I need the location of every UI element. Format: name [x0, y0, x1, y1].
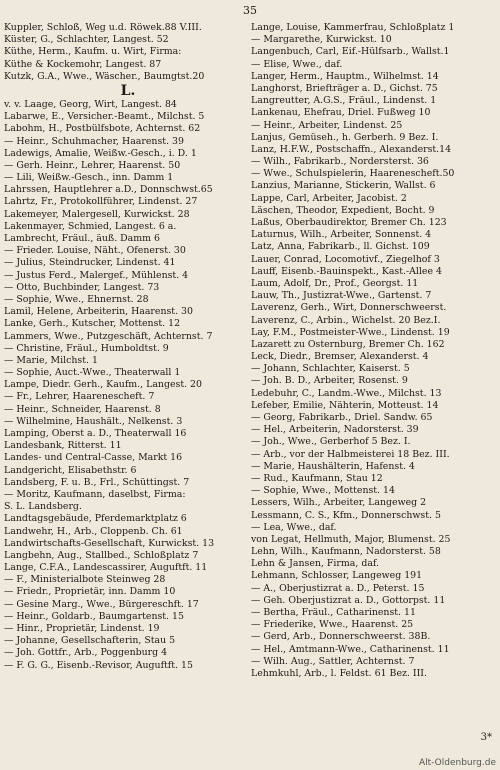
directory-entry: Landsberg, F. u. B., Frl., Schüttingst. 7: [4, 476, 190, 488]
directory-entry: Lessmann, C. S., Kfm., Donnerschwst. 5: [251, 509, 441, 521]
directory-entry: Langenbuch, Carl, Eif.-Hülfsarb., Wallst.1: [251, 46, 450, 58]
directory-entry: — Heinr., Arbeiter, Lindenst. 25: [251, 119, 403, 131]
directory-entry: Lampe, Diedr. Gerh., Kaufm., Langest. 20: [4, 379, 202, 391]
directory-entry: Lanzius, Marianne, Stickerin, Wallst. 6: [251, 180, 436, 192]
directory-entry: — Christine, Fräul., Humboldtst. 9: [4, 342, 169, 354]
directory-entry: Küster, G., Schlachter, Langest. 52: [4, 34, 169, 46]
directory-entry: Labohm, H., Postbülfsbote, Achternst. 62: [4, 123, 201, 135]
directory-entry: Lehn & Jansen, Firma, daf.: [251, 558, 380, 570]
directory-entry: S. L. Landsberg.: [4, 501, 82, 513]
directory-entry: Kuppler, Schloß, Weg u.d. Röwek.88 V.III.: [4, 22, 202, 33]
directory-entry: Lakemeyer, Malergesell, Kurwickst. 28: [4, 208, 190, 220]
directory-entry: — Johann, Schlachter, Kaiserst. 5: [251, 363, 410, 375]
directory-entry: — Lili, Weißw.-Gesch., inn. Damm 1: [4, 172, 174, 184]
signature-mark: 3*: [480, 732, 492, 743]
directory-entry: Lessers, Wilh., Arbeiter, Langeweg 2: [251, 497, 427, 509]
directory-entry: — Gesine Marg., Wwe., Bürgereschft. 17: [4, 598, 199, 610]
directory-entry: — Hel., Arbeiterin, Nadorsterst. 39: [251, 424, 419, 436]
directory-entry: — Johanne, Gesellschafterin, Stau 5: [4, 635, 176, 647]
directory-entry: Lange, C.F.A., Landescassirer, Auguftft. 11: [4, 562, 208, 574]
directory-entry: — Joh. B. D., Arbeiter, Rosenst. 9: [251, 375, 408, 387]
directory-entry: Langreutter, A.G.S., Fräul., Lindenst. 1: [251, 95, 437, 107]
directory-entry: Latz, Anna, Fabrikarb., ll. Gichst. 109: [251, 241, 430, 253]
directory-entry: — Justus Ferd., Malergef., Mühlenst. 4: [4, 269, 189, 281]
directory-entry: — Elise, Wwe., daf.: [251, 58, 343, 70]
directory-entry: — Georg, Fabrikarb., Driel. Sandw. 65: [251, 412, 433, 423]
directory-entry: — Wwe., Schulspielerin, Haarenescheft.50: [251, 168, 455, 180]
directory-entry: Langbehn, Aug., Stallbed., Schloßplatz 7: [4, 549, 199, 561]
directory-entry: Lamping, Oberst a. D., Theaterwall 16: [4, 428, 187, 439]
directory-entry: Laßus, Oberbaudirektor, Bremer Ch. 123: [251, 217, 447, 228]
directory-entry: — Gerd, Arb., Donnerschweerst. 38B.: [251, 631, 431, 643]
directory-entry: — Joh. Gottfr., Arb., Poggenburg 4: [4, 647, 168, 659]
directory-entry: Landes- und Central-Casse, Markt 16: [4, 452, 183, 464]
directory-entry: Langhorst, Briefträger a. D., Gichst. 75: [251, 82, 438, 94]
directory-entry: Lammers, Wwe., Putzgeschäft, Achternst. 7: [4, 330, 213, 342]
directory-entry: — F., Ministerialbote Steinweg 28: [4, 574, 166, 586]
directory-entry: — Heinr., Schneider, Haarenst. 8: [4, 403, 161, 415]
directory-entry: Lauff, Eisenb.-Bauinspekt., Kast.-Allee 4: [251, 265, 442, 277]
directory-entry: — Marie, Haushälterin, Hafenst. 4: [251, 460, 415, 472]
directory-entry: — Sophie, Wwe., Mottenst. 14: [251, 485, 395, 497]
directory-entry: — Rud., Kaufmann, Stau 12: [251, 472, 383, 484]
directory-entry: Landwehr, H., Arb., Cloppenb. Ch. 61: [4, 525, 183, 537]
directory-entry: Küthe, Herm., Kaufm. u. Wirt, Firma:: [4, 46, 182, 58]
directory-entry: Lakenmayer, Schmied, Langest. 6 a.: [4, 220, 177, 232]
directory-entry: — Bertha, Fräul., Catharinenst. 11: [251, 607, 416, 618]
directory-entry: — Moritz, Kaufmann, daselbst, Firma:: [4, 488, 186, 500]
directory-entry: — Friederike, Wwe., Haarenst. 25: [251, 619, 414, 631]
watermark: Alt-Oldenburg.de: [418, 758, 496, 768]
directory-entry: — Gerh. Heinr., Lehrer, Haarenst. 50: [4, 159, 181, 171]
directory-entry: Laum, Adolf, Dr., Prof., Georgst. 11: [251, 277, 419, 289]
directory-entry: Lanke, Gerh., Kutscher, Mottenst. 12: [4, 318, 181, 330]
directory-entry: — Wilh., Fabrikarb., Nordersterst. 36: [251, 156, 429, 168]
directory-entry: — Heinr., Schuhmacher, Haarenst. 39: [4, 135, 184, 147]
directory-entry: — F. G. G., Eisenb.-Revisor, Auguftft. 15: [4, 659, 193, 671]
directory-entry: Langer, Herm., Hauptm., Wilhelmst. 14: [251, 70, 439, 82]
directory-entry: — Joh., Wwe., Gerberhof 5 Bez. I.: [251, 436, 411, 448]
directory-entry: Lahrtz, Fr., Protokollführer, Lindenst. 27: [4, 196, 198, 208]
directory-entry: Läschen, Theodor, Expedient, Bocht. 9: [251, 204, 435, 216]
page-number: 35: [243, 4, 257, 17]
directory-entry: Lehmann, Schlosser, Langeweg 191: [251, 570, 423, 582]
directory-entry: Landesbank, Ritterst. 11: [4, 440, 122, 452]
directory-entry: Lanz, H.F.W., Postschaffn., Alexanderst.14: [251, 143, 452, 155]
directory-entry: — Lea, Wwe., daf.: [251, 521, 337, 533]
directory-entry: — Frieder. Louise, Näht., Ofenerst. 30: [4, 245, 186, 257]
directory-entry: Lahrssen, Hauptlehrer a.D., Donnschwst.65: [4, 184, 213, 196]
directory-entry: — Julius, Steindrucker, Lindenst. 41: [4, 257, 176, 269]
directory-entry: — Wilhelmine, Haushält., Nelkenst. 3: [4, 415, 183, 427]
directory-entry: Lamil, Helene, Arbeiterin, Haarenst. 30: [4, 306, 193, 318]
right-column: [251, 22, 499, 680]
directory-entry: Laverenz, Gerh., Wirt, Donnerschweerst.: [251, 302, 447, 314]
directory-entry: Lauw, Th., Justizrat-Wwe., Gartenst. 7: [251, 290, 432, 302]
directory-entry: Lankenau, Ehefrau, Driel. Fußweg 10: [251, 107, 431, 119]
directory-entry: — A., Oberjustizrat a. D., Peterst. 15: [251, 582, 425, 594]
directory-entry: Lauer, Conrad, Locomotivf., Ziegelhof 3: [251, 253, 440, 265]
directory-entry: Lefeber, Emilie, Nähterin, Motteust. 14: [251, 399, 439, 411]
directory-entry: Lazarett zu Osternburg, Bremer Ch. 162: [251, 338, 445, 350]
directory-entry: von Legat, Hellmuth, Major, Blumenst. 25: [251, 533, 451, 545]
directory-entry: — Otto, Buchbinder, Langest. 73: [4, 281, 160, 293]
directory-entry: — Margarethe, Kurwickst. 10: [251, 34, 392, 46]
directory-entry: v. v. Laage, Georg, Wirt, Langest. 84: [4, 98, 177, 110]
directory-entry: Küthe & Kockemohr, Langest. 87: [4, 58, 162, 70]
directory-entry: Landgericht, Elisabethstr. 6: [4, 464, 137, 476]
directory-entry: Landwirtschafts-Gesellschaft, Kurwickst. 13: [4, 537, 215, 549]
directory-entry: Leck, Diedr., Bremser, Alexanderst. 4: [251, 351, 429, 363]
directory-entry: Lanjus, Gemüseh., h. Gerberh. 9 Bez. I.: [251, 131, 439, 143]
directory-entry: — Sophie, Wwe., Ehnernst. 28: [4, 293, 149, 305]
directory-entry: — Geh. Oberjustizrat a. D., Gottorpst. 11: [251, 594, 446, 606]
directory-entry: Laturnus, Wilh., Arbeiter, Sonnenst. 4: [251, 229, 432, 241]
directory-entry: Lehmkuhl, Arb., l. Feldst. 61 Bez. III.: [251, 667, 427, 679]
directory-entry: Lange, Louise, Kammerfrau, Schloßplatz 1: [251, 22, 455, 33]
directory-entry: Lehn, Wilh., Kaufmann, Nadorsterst. 58: [251, 546, 441, 558]
directory-entry: Landtagsgebäude, Pferdemarktplatz 6: [4, 513, 187, 525]
directory-entry: — Hel., Amtmann-Wwe., Catharinenst. 11: [251, 643, 450, 655]
directory-entry: — Friedr., Proprietär, inn. Damm 10: [4, 586, 176, 598]
directory-entry: — Hinr., Proprietär, Lindenst. 19: [4, 623, 160, 634]
section-letter: L.: [120, 82, 136, 99]
directory-entry: Laverenz, C., Arbin., Wichelst. 20 Bez.I.: [251, 314, 441, 326]
directory-entry: — Heinr., Goldarb., Baumgartenst. 15: [4, 610, 184, 622]
directory-entry: Labarwe, E., Versicher.-Beamt., Milchst. 5: [4, 111, 205, 123]
directory-entry: — Marie, Milchst. 1: [4, 354, 98, 366]
directory-entry: Lambrecht, Fräul., äuß. Damm 6: [4, 233, 160, 244]
directory-entry: Lay, F.M., Postmeister-Wwe., Lindenst. 19: [251, 326, 450, 338]
directory-entry: — Fr., Lehrer, Haarenescheft. 7: [4, 391, 155, 403]
directory-entry: Ledebuhr, C., Landm.-Wwe., Milchst. 13: [251, 387, 442, 399]
directory-entry: — Wilh. Aug., Sattler, Achternst. 7: [251, 655, 415, 667]
directory-entry: Lappe, Carl, Arbeiter, Jacobist. 2: [251, 192, 407, 204]
left-column: [4, 22, 252, 672]
directory-entry: Ladewigs, Amalie, Weißw.-Gesch., i. D. 1: [4, 147, 197, 159]
directory-entry: Kutzk, G.A., Wwe., Wäscher., Baumgtst.20: [4, 70, 205, 82]
directory-entry: — Arb., vor der Halbmeisterei 18 Bez. III.: [251, 448, 450, 460]
directory-entry: — Sophie, Auct.-Wwe., Theaterwall 1: [4, 367, 181, 379]
